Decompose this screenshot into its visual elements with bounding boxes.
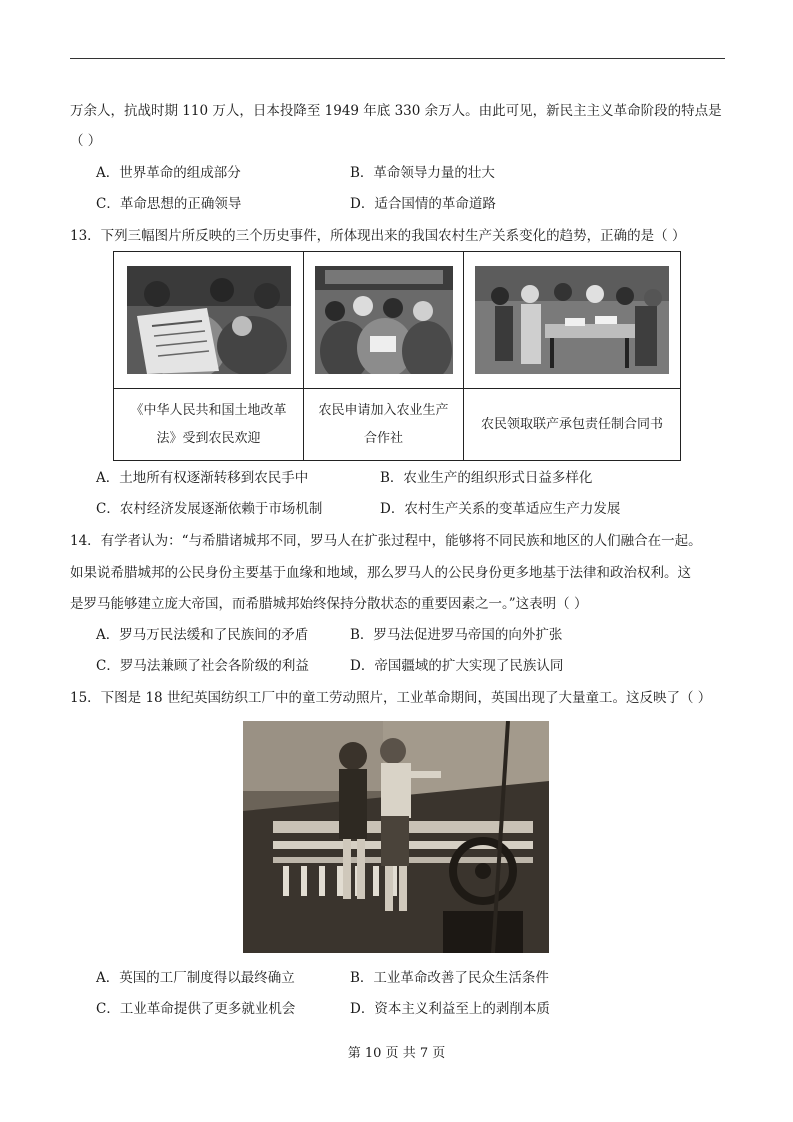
land-reform-photo bbox=[127, 266, 291, 374]
q12-option-b[interactable]: B．革命领导力量的壮大 bbox=[350, 165, 495, 181]
q14-option-a[interactable]: A．罗马万民法缓和了民族间的矛盾 bbox=[96, 627, 309, 643]
q14-option-d[interactable]: D．帝国疆域的扩大实现了民族认同 bbox=[350, 658, 564, 674]
q13-photo-cell-3 bbox=[464, 252, 680, 389]
q13-stem: 13．下列三幅图片所反映的三个历史事件，所体现出来的我国农村生产关系变化的趋势，正确的是（ ） bbox=[70, 228, 686, 244]
q14-stem-line3: 是罗马能够建立庞大帝国，而希腊城邦始终保持分散状态的重要因素之一。”这表明（ ） bbox=[70, 596, 588, 612]
q12-answer-blank: （ ） bbox=[70, 133, 102, 149]
page-footer: 第 10 页 共 7 页 bbox=[347, 1046, 446, 1061]
q13-photo-cell-1 bbox=[114, 252, 304, 389]
q13-option-a[interactable]: A．土地所有权逐渐转移到农民手中 bbox=[96, 470, 309, 486]
q15-option-c[interactable]: C．工业革命提供了更多就业机会 bbox=[96, 1001, 296, 1017]
q14-stem-line2: 如果说希腊城邦的公民身份主要基于血缘和地域，那么罗马人的公民身份更多地基于法律和政治权利。这 bbox=[70, 565, 691, 581]
household-contract-photo bbox=[475, 266, 669, 374]
q13-caption-1: 《中华人民共和国土地改革 法》受到农民欢迎 bbox=[114, 389, 304, 460]
q14-option-b[interactable]: B．罗马法促进罗马帝国的向外扩张 bbox=[350, 627, 563, 643]
cooperative-photo bbox=[315, 266, 453, 374]
q12-stem-line1: 万余人，抗战时期 110 万人，日本投降至 1949 年底 330 余万人。由此可见，新民主主义革命阶段的特点是 bbox=[70, 103, 722, 119]
q13-caption-2: 农民申请加入农业生产 合作社 bbox=[304, 389, 464, 460]
q13-photo-cell-2 bbox=[304, 252, 464, 389]
header-rule bbox=[70, 58, 725, 59]
q12-option-d[interactable]: D．适合国情的革命道路 bbox=[350, 196, 496, 212]
q15-option-d[interactable]: D．资本主义利益至上的剥削本质 bbox=[350, 1001, 550, 1017]
q13-option-c[interactable]: C．农村经济发展逐渐依赖于市场机制 bbox=[96, 501, 323, 517]
child-labor-photo bbox=[243, 721, 549, 953]
q12-option-c[interactable]: C．革命思想的正确领导 bbox=[96, 196, 242, 212]
q15-option-b[interactable]: B．工业革命改善了民众生活条件 bbox=[350, 970, 549, 986]
q14-stem-line1: 14．有学者认为：“与希腊诸城邦不同，罗马人在扩张过程中，能够将不同民族和地区的人们融合在一起。 bbox=[70, 533, 702, 549]
q15-stem: 15．下图是 18 世纪英国纺织工厂中的童工劳动照片，工业革命期间，英国出现了大量童工。这反映了（ ） bbox=[70, 690, 712, 706]
q13-option-d[interactable]: D．农村生产关系的变革适应生产力发展 bbox=[380, 501, 621, 517]
q13-option-b[interactable]: B．农业生产的组织形式日益多样化 bbox=[380, 470, 593, 486]
q13-caption-3: 农民领取联产承包责任制合同书 bbox=[480, 416, 663, 432]
q15-option-a[interactable]: A．英国的工厂制度得以最终确立 bbox=[96, 970, 295, 986]
q14-option-c[interactable]: C．罗马法兼顾了社会各阶级的利益 bbox=[96, 658, 309, 674]
q12-option-a[interactable]: A．世界革命的组成部分 bbox=[96, 165, 241, 181]
q13-image-table bbox=[113, 251, 681, 461]
